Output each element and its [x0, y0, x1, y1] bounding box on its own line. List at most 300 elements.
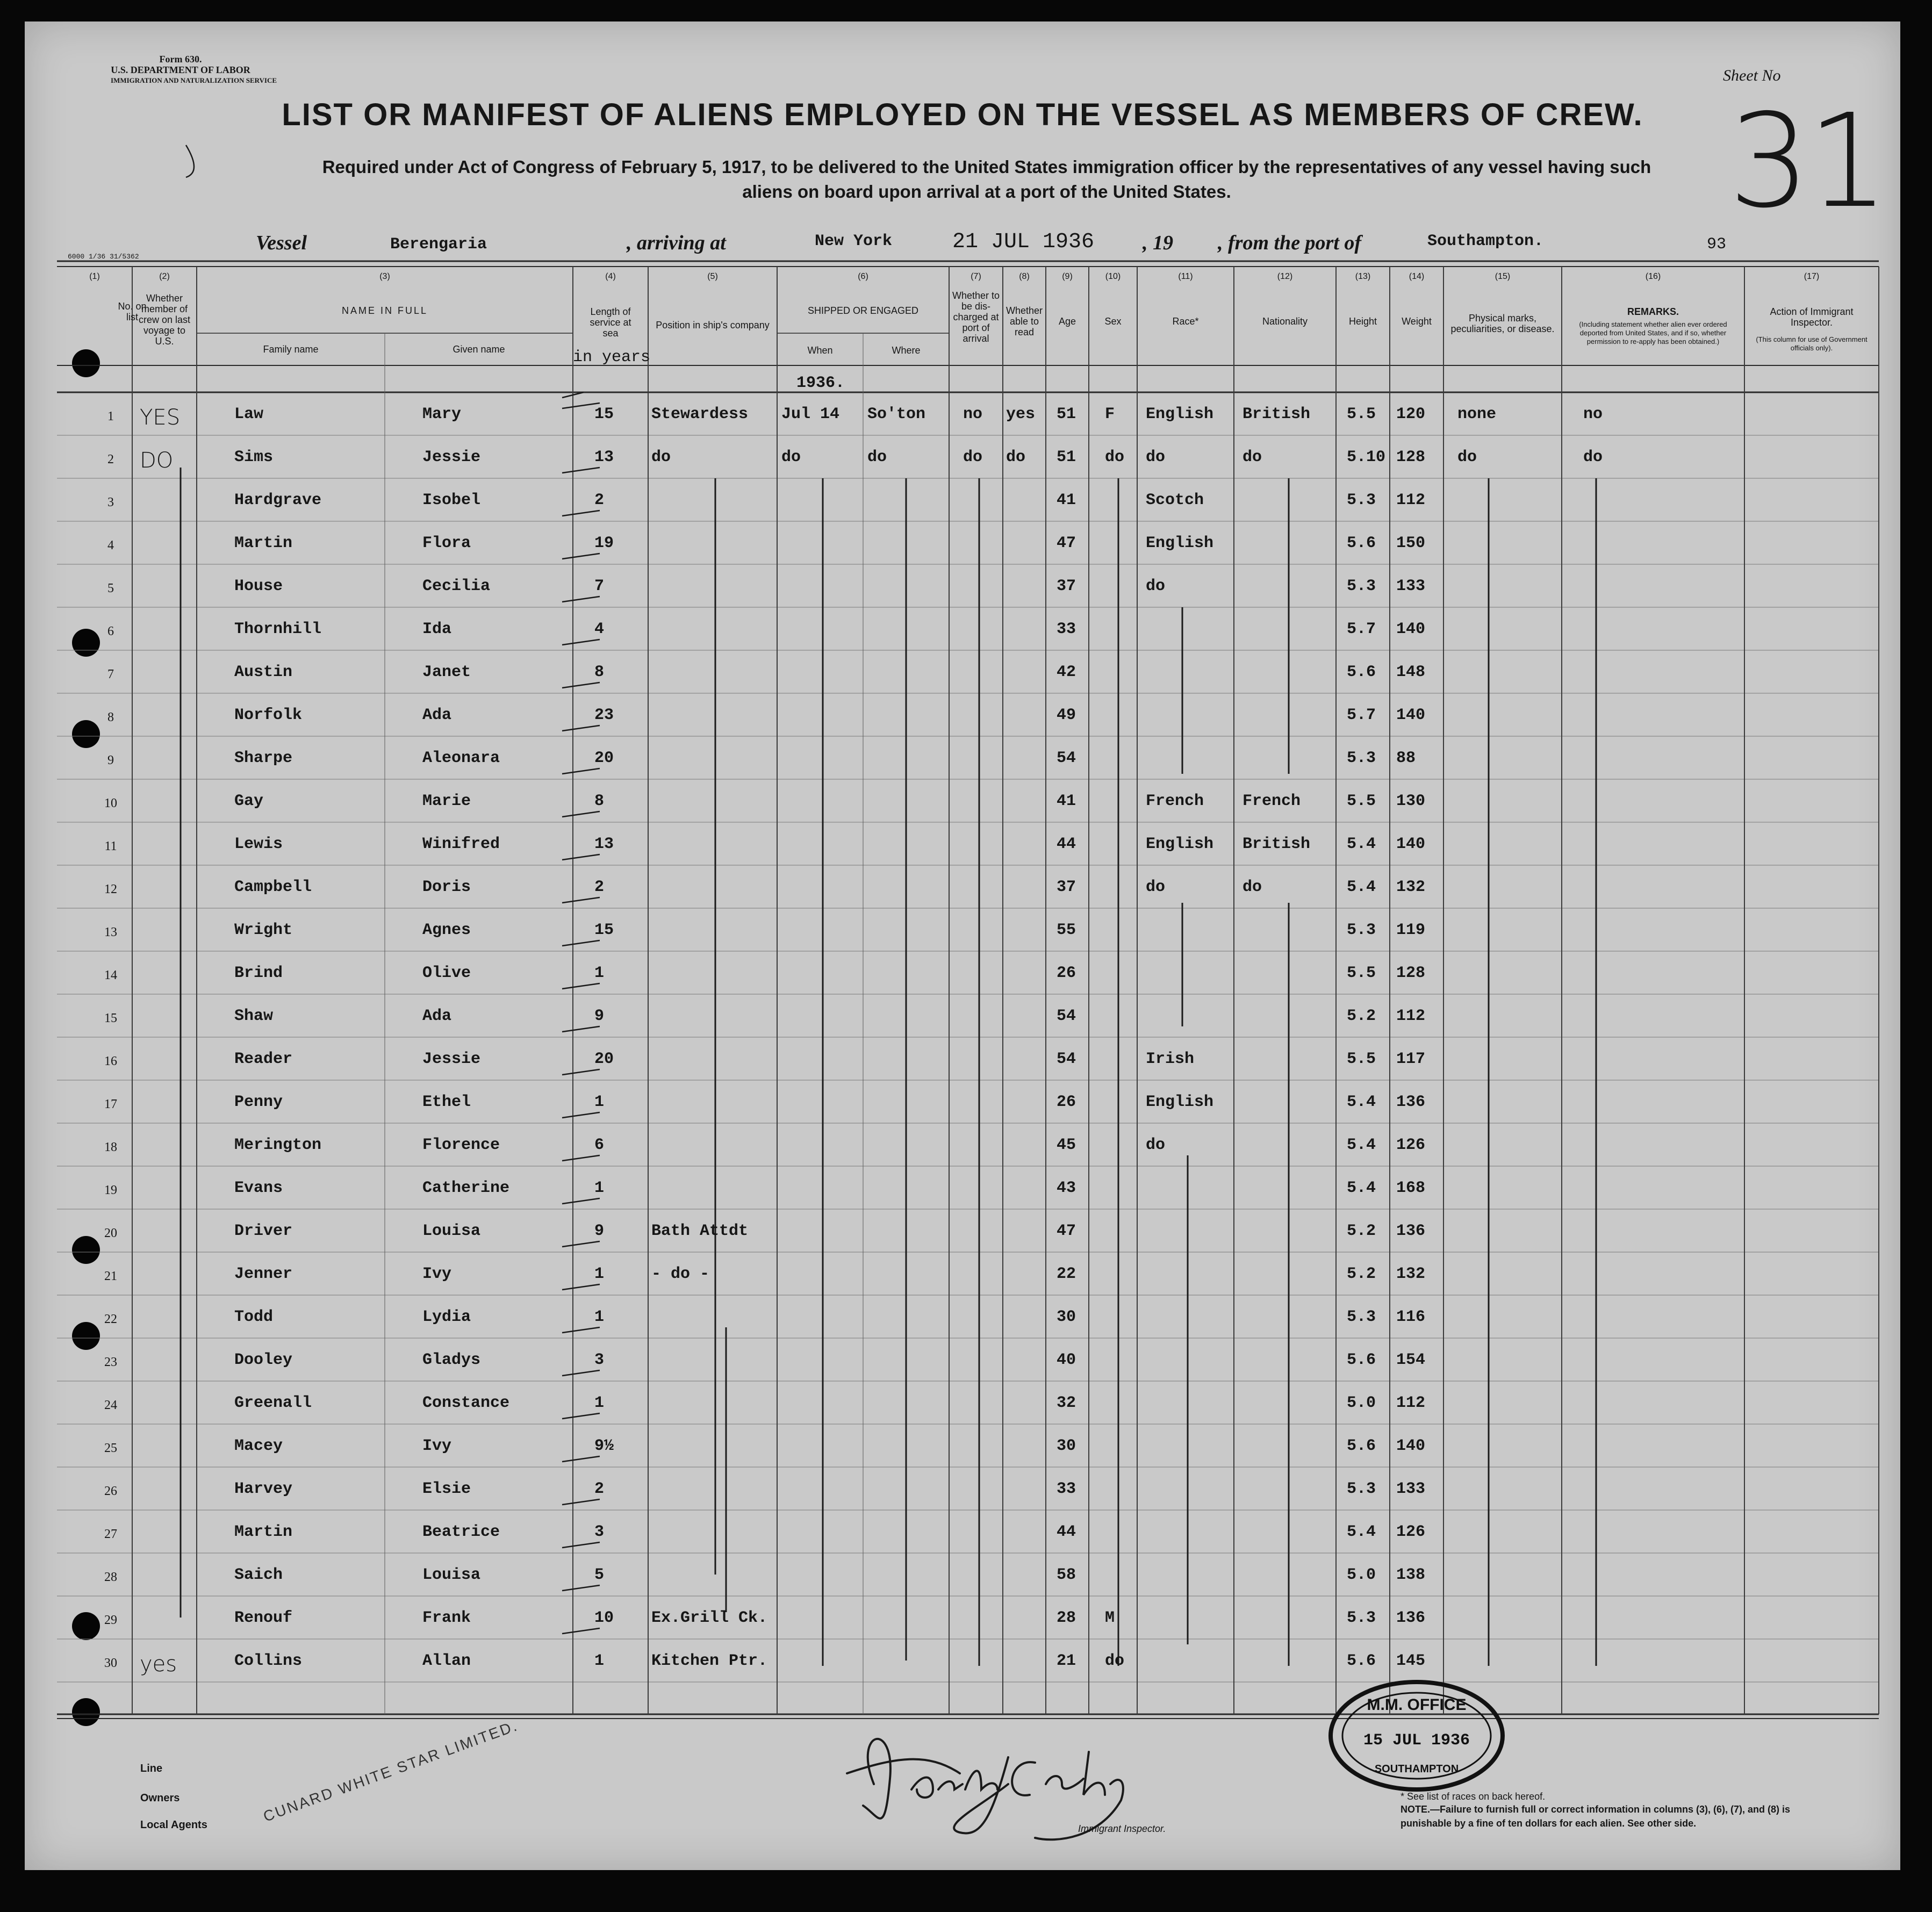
- age: 54: [1057, 1050, 1076, 1068]
- service-years: 15: [594, 921, 614, 939]
- race: English: [1146, 1093, 1214, 1111]
- row-number: 4: [107, 538, 114, 552]
- family-name: Norfolk: [234, 706, 303, 724]
- given-name: Lydia: [422, 1308, 471, 1326]
- given-name: Mary: [422, 405, 462, 423]
- given-name: Florence: [422, 1136, 500, 1154]
- height: 5.6: [1347, 663, 1376, 681]
- office-stamp-top: M.M. OFFICE: [1367, 1696, 1467, 1714]
- previous-voyage-value: YES: [140, 405, 181, 430]
- service-years: 9: [594, 1007, 605, 1025]
- age: 44: [1057, 835, 1076, 853]
- service-years: 2: [594, 491, 605, 509]
- weight: 128: [1396, 448, 1426, 466]
- weight: 126: [1396, 1136, 1426, 1154]
- given-name: Louisa: [422, 1566, 481, 1584]
- given-name: Olive: [422, 964, 471, 982]
- form-number: Form 630.: [159, 54, 202, 64]
- col-num-14: (14): [1409, 272, 1425, 281]
- shipped-where: do: [867, 448, 887, 466]
- family-name: Campbell: [234, 878, 312, 896]
- header-previous-voyage: Whether member of crew on last voyage to U.S.: [138, 293, 191, 347]
- nationality: French: [1242, 792, 1301, 810]
- weight: 154: [1396, 1351, 1426, 1369]
- age: 44: [1057, 1523, 1076, 1541]
- height: 5.7: [1347, 706, 1376, 724]
- service-years: 8: [594, 792, 605, 810]
- header-length-of-service: Length of service at sea: [590, 306, 631, 339]
- weight: 130: [1396, 792, 1426, 810]
- sex: do: [1105, 1652, 1125, 1670]
- age: 42: [1057, 663, 1076, 681]
- weight: 116: [1396, 1308, 1426, 1326]
- office-stamp-bottom: SOUTHAMPTON: [1374, 1763, 1459, 1775]
- service-years: 1: [594, 1308, 605, 1326]
- header-discharged: Whether to be dis-charged at port of arrival: [952, 290, 1000, 344]
- family-name: Austin: [234, 663, 293, 681]
- col-num-10: (10): [1105, 272, 1121, 281]
- header-sex: Sex: [1104, 316, 1122, 327]
- height: 5.3: [1347, 1609, 1376, 1627]
- family-name: Saich: [234, 1566, 283, 1584]
- height: 5.4: [1347, 835, 1376, 853]
- voyage-code: 93: [1707, 235, 1727, 254]
- weight: 136: [1396, 1093, 1426, 1111]
- row-number: 20: [104, 1226, 117, 1240]
- col-num-7: (7): [971, 272, 981, 281]
- shipped-year: 1936.: [796, 374, 845, 392]
- header-shipped-when: When: [807, 345, 833, 356]
- height: 5.3: [1347, 1308, 1376, 1326]
- age: 21: [1057, 1652, 1076, 1670]
- given-name: Jessie: [422, 1050, 481, 1068]
- family-name: Martin: [234, 534, 293, 552]
- height: 5.6: [1347, 534, 1376, 552]
- service-years: 1: [594, 1265, 605, 1283]
- sex: F: [1105, 405, 1115, 423]
- family-name: Collins: [234, 1652, 303, 1670]
- col-num-6: (6): [858, 272, 868, 281]
- given-name: Flora: [422, 534, 471, 552]
- shipped-when: Jul 14: [781, 405, 840, 423]
- age: 51: [1057, 405, 1076, 423]
- shipped-when: do: [781, 448, 801, 466]
- family-name: Macey: [234, 1437, 283, 1455]
- age: 30: [1057, 1308, 1076, 1326]
- arrival-port: New York: [815, 232, 893, 250]
- age: 54: [1057, 749, 1076, 767]
- service-years: 1: [594, 1652, 605, 1670]
- row-number: 29: [104, 1613, 117, 1627]
- height: 5.7: [1347, 620, 1376, 638]
- family-name: Greenall: [234, 1394, 312, 1412]
- weight: 140: [1396, 835, 1426, 853]
- col-num-5: (5): [707, 272, 718, 281]
- nationality: British: [1242, 405, 1311, 423]
- family-name: Dooley: [234, 1351, 293, 1369]
- row-number: 9: [107, 753, 114, 767]
- row-number: 21: [104, 1269, 117, 1283]
- given-name: Ethel: [422, 1093, 471, 1111]
- age: 54: [1057, 1007, 1076, 1025]
- family-name: Lewis: [234, 835, 283, 853]
- weight: 132: [1396, 878, 1426, 896]
- service-years: 10: [594, 1609, 614, 1627]
- height: 5.4: [1347, 1523, 1376, 1541]
- service-years: 9½: [594, 1437, 614, 1455]
- height: 5.10: [1347, 448, 1386, 466]
- row-number: 27: [104, 1527, 117, 1541]
- height: 5.5: [1347, 1050, 1376, 1068]
- family-name: House: [234, 577, 283, 595]
- row-number: 12: [104, 882, 117, 896]
- race: Irish: [1146, 1050, 1195, 1068]
- height: 5.5: [1347, 792, 1376, 810]
- weight: 136: [1396, 1222, 1426, 1240]
- shipped-where: So'ton: [867, 405, 926, 423]
- service-years: 15: [594, 405, 614, 423]
- service-years: 20: [594, 1050, 614, 1068]
- nationality: do: [1242, 448, 1262, 466]
- header-no-on-list: No. on list: [118, 301, 147, 322]
- height: 5.6: [1347, 1351, 1376, 1369]
- given-name: Catherine: [422, 1179, 510, 1197]
- weight: 140: [1396, 1437, 1426, 1455]
- given-name: Elsie: [422, 1480, 471, 1498]
- service-years: 23: [594, 706, 614, 724]
- local-agents-label: Local Agents: [140, 1819, 207, 1831]
- col-num-1: (1): [89, 272, 100, 281]
- row-number: 26: [104, 1484, 117, 1498]
- header-nationality: Nationality: [1262, 316, 1308, 327]
- given-name: Janet: [422, 663, 471, 681]
- family-name: Sims: [234, 448, 274, 466]
- height: 5.5: [1347, 405, 1376, 423]
- given-name: Winifred: [422, 835, 500, 853]
- age: 41: [1057, 491, 1076, 509]
- weight: 120: [1396, 405, 1426, 423]
- weight: 128: [1396, 964, 1426, 982]
- age: 33: [1057, 1480, 1076, 1498]
- col-num-11: (11): [1178, 272, 1193, 281]
- given-name: Allan: [422, 1652, 471, 1670]
- sheet-number: 31: [1728, 86, 1886, 236]
- row-number: 10: [104, 796, 117, 810]
- row-number: 25: [104, 1441, 117, 1455]
- service-years: 19: [594, 534, 614, 552]
- given-name: Beatrice: [422, 1523, 500, 1541]
- family-name: Gay: [234, 792, 264, 810]
- height: 5.4: [1347, 1093, 1376, 1111]
- position: - do -: [651, 1265, 710, 1283]
- service-years: 3: [594, 1351, 605, 1369]
- service-years: 3: [594, 1523, 605, 1541]
- row-number: 16: [104, 1054, 117, 1068]
- penalty-note: NOTE.—Failure to furnish full or correct information in columns (3), (6), (7), and (8) is punishable by a fine of ten dollars for each alien. See other side.: [1400, 1804, 1791, 1829]
- col-num-9: (9): [1062, 272, 1073, 281]
- departure-port: Southampton.: [1427, 232, 1544, 250]
- header-remarks: REMARKS.: [1627, 306, 1679, 317]
- family-name: Evans: [234, 1179, 283, 1197]
- weight: 112: [1396, 491, 1426, 509]
- previous-voyage-value: yes: [140, 1652, 177, 1677]
- inspector-label: Immigrant Inspector.: [1078, 1823, 1166, 1834]
- given-name: Jessie: [422, 448, 481, 466]
- family-name: Driver: [234, 1222, 293, 1240]
- age: 43: [1057, 1179, 1076, 1197]
- header-age: Age: [1058, 316, 1076, 327]
- race-footnote: * See list of races on back hereof.: [1400, 1791, 1546, 1802]
- service-years: 1: [594, 1394, 605, 1412]
- height: 5.3: [1347, 921, 1376, 939]
- weight: 138: [1396, 1566, 1426, 1584]
- family-name: Renouf: [234, 1609, 293, 1627]
- header-family-name: Family name: [263, 344, 319, 355]
- vessel-label: Vessel: [256, 232, 307, 254]
- given-name: Constance: [422, 1394, 510, 1412]
- position: Bath Attdt: [651, 1222, 749, 1240]
- height: 5.3: [1347, 577, 1376, 595]
- row-number: 3: [107, 495, 114, 509]
- weight: 145: [1396, 1652, 1426, 1670]
- given-name: Isobel: [422, 491, 481, 509]
- weight: 150: [1396, 534, 1426, 552]
- family-name: Reader: [234, 1050, 293, 1068]
- nationality: British: [1242, 835, 1311, 853]
- service-years: 13: [594, 448, 614, 466]
- given-name: Agnes: [422, 921, 471, 939]
- height: 5.0: [1347, 1394, 1376, 1412]
- height: 5.3: [1347, 1480, 1376, 1498]
- nationality: do: [1242, 878, 1262, 896]
- office-stamp-date: 15 JUL 1936: [1363, 1731, 1470, 1750]
- header-shipped-where: Where: [892, 345, 921, 356]
- family-name: Brind: [234, 964, 283, 982]
- arrival-date-stamp: 21 JUL 1936: [952, 230, 1095, 254]
- height: 5.6: [1347, 1437, 1376, 1455]
- col-num-13: (13): [1355, 272, 1371, 281]
- given-name: Ada: [422, 1007, 452, 1025]
- header-name-in-full: NAME IN FULL: [341, 305, 428, 316]
- service-years: 6: [594, 1136, 605, 1154]
- service-name: IMMIGRATION AND NATURALIZATION SERVICE: [111, 76, 277, 84]
- col-num-8: (8): [1019, 272, 1030, 281]
- weight: 133: [1396, 1480, 1426, 1498]
- row-number: 23: [104, 1355, 117, 1369]
- given-name: Ivy: [422, 1437, 452, 1455]
- family-name: Thornhill: [234, 620, 322, 638]
- owners-label: Owners: [140, 1792, 180, 1804]
- header-inspector-note: (This column for use of Government officials only).: [1756, 335, 1868, 352]
- service-unit: in years: [573, 348, 651, 366]
- header-shipped-engaged: SHIPPED OR ENGAGED: [807, 305, 919, 316]
- age: 22: [1057, 1265, 1076, 1283]
- family-name: Sharpe: [234, 749, 293, 767]
- age: 33: [1057, 620, 1076, 638]
- header-race: Race*: [1172, 316, 1199, 327]
- service-years: 2: [594, 878, 605, 896]
- service-years: 1: [594, 964, 605, 982]
- race: do: [1146, 448, 1166, 466]
- given-name: Marie: [422, 792, 471, 810]
- service-years: 7: [594, 577, 605, 595]
- age: 58: [1057, 1566, 1076, 1584]
- able-to-read-value: yes: [1006, 405, 1036, 423]
- height: 5.2: [1347, 1222, 1376, 1240]
- weight: 112: [1396, 1007, 1426, 1025]
- header-able-to-read: Whether able to read: [1005, 305, 1043, 337]
- row-number: 28: [104, 1570, 117, 1584]
- col-num-12: (12): [1277, 272, 1293, 281]
- age: 26: [1057, 964, 1076, 982]
- col-num-17: (17): [1804, 272, 1820, 281]
- row-number: 6: [107, 624, 114, 638]
- office-stamp: [1325, 1677, 1508, 1795]
- col-num-2: (2): [159, 272, 170, 281]
- header-given-name: Given name: [453, 344, 505, 355]
- sheet-number-label: Sheet No: [1723, 67, 1781, 84]
- given-name: Cecilia: [422, 577, 491, 595]
- weight: 140: [1396, 706, 1426, 724]
- service-years: 8: [594, 663, 605, 681]
- weight: 136: [1396, 1609, 1426, 1627]
- col-num-15: (15): [1495, 272, 1511, 281]
- height: 5.3: [1347, 749, 1376, 767]
- sex: M: [1105, 1609, 1115, 1627]
- line-label: Line: [140, 1763, 163, 1774]
- row-number: 7: [107, 667, 114, 681]
- able-to-read-value: do: [1006, 448, 1026, 466]
- given-name: Doris: [422, 878, 471, 896]
- position: do: [651, 448, 671, 466]
- race: do: [1146, 577, 1166, 595]
- given-name: Aleonara: [422, 749, 500, 767]
- row-number: 22: [104, 1312, 117, 1326]
- service-years: 1: [594, 1179, 605, 1197]
- position: Stewardess: [651, 405, 749, 423]
- family-name: Todd: [234, 1308, 274, 1326]
- height: 5.4: [1347, 1136, 1376, 1154]
- race: Scotch: [1146, 491, 1204, 509]
- age: 32: [1057, 1394, 1076, 1412]
- row-number: 17: [104, 1097, 117, 1111]
- family-name: Hardgrave: [234, 491, 322, 509]
- race: French: [1146, 792, 1204, 810]
- weight: 119: [1396, 921, 1426, 939]
- subtitle-line-1: Required under Act of Congress of February 5, 1917, to be delivered to the United States immigration officer by the representatives of any vessel having such: [322, 157, 1651, 177]
- row-number: 2: [107, 452, 114, 466]
- year-label: , 19: [1143, 232, 1173, 254]
- header-position: Position in ship's company: [656, 320, 770, 330]
- age: 55: [1057, 921, 1076, 939]
- race: English: [1146, 405, 1214, 423]
- print-code: 6000 1/36 31/5362: [68, 253, 139, 261]
- header-height: Height: [1348, 316, 1377, 327]
- race: English: [1146, 835, 1214, 853]
- family-name: Law: [234, 405, 264, 423]
- race: English: [1146, 534, 1214, 552]
- vessel-name: Berengaria: [390, 235, 487, 254]
- position: Kitchen Ptr.: [651, 1652, 768, 1670]
- age: 41: [1057, 792, 1076, 810]
- height: 5.3: [1347, 491, 1376, 509]
- arriving-label: , arriving at: [627, 232, 726, 254]
- remarks: no: [1583, 405, 1603, 423]
- age: 47: [1057, 1222, 1076, 1240]
- height: 5.2: [1347, 1265, 1376, 1283]
- service-years: 5: [594, 1566, 605, 1584]
- weight: 126: [1396, 1523, 1426, 1541]
- previous-voyage-value: DO: [140, 448, 174, 473]
- col-num-16: (16): [1645, 272, 1661, 281]
- row-number: 24: [104, 1398, 117, 1412]
- weight: 133: [1396, 577, 1426, 595]
- service-years: 1: [594, 1093, 605, 1111]
- row-number: 30: [104, 1656, 117, 1670]
- service-years: 13: [594, 835, 614, 853]
- weight: 132: [1396, 1265, 1426, 1283]
- age: 26: [1057, 1093, 1076, 1111]
- age: 30: [1057, 1437, 1076, 1455]
- subtitle-line-2: aliens on board upon arrival at a port of the United States.: [742, 182, 1231, 202]
- row-number: 1: [107, 409, 114, 423]
- given-name: Frank: [422, 1609, 471, 1627]
- weight: 140: [1396, 620, 1426, 638]
- family-name: Harvey: [234, 1480, 293, 1498]
- header-inspector-action: Action of Immigrant Inspector.: [1770, 306, 1854, 328]
- given-name: Gladys: [422, 1351, 481, 1369]
- age: 49: [1057, 706, 1076, 724]
- height: 5.2: [1347, 1007, 1376, 1025]
- family-name: Merington: [234, 1136, 322, 1154]
- service-years: 9: [594, 1222, 605, 1240]
- race: do: [1146, 1136, 1166, 1154]
- from-port-label: , from the port of: [1218, 232, 1362, 254]
- age: 28: [1057, 1609, 1076, 1627]
- family-name: Shaw: [234, 1007, 274, 1025]
- given-name: Ida: [422, 620, 452, 638]
- given-name: Ivy: [422, 1265, 452, 1283]
- physical-marks: do: [1457, 448, 1477, 466]
- age: 37: [1057, 577, 1076, 595]
- header-physical-marks: Physical marks, peculiarities, or disease.: [1450, 313, 1555, 334]
- height: 5.5: [1347, 964, 1376, 982]
- height: 5.6: [1347, 1652, 1376, 1670]
- sex: do: [1105, 448, 1125, 466]
- inspector-signature: [831, 1709, 1239, 1849]
- header-weight: Weight: [1402, 316, 1432, 327]
- col-num-3: (3): [379, 272, 390, 281]
- service-years: 20: [594, 749, 614, 767]
- row-number: 14: [104, 968, 117, 982]
- family-name: Jenner: [234, 1265, 293, 1283]
- service-years: 4: [594, 620, 605, 638]
- age: 47: [1057, 534, 1076, 552]
- weight: 168: [1396, 1179, 1426, 1197]
- weight: 88: [1396, 749, 1416, 767]
- manifest-sheet: [25, 21, 1900, 1870]
- family-name: Wright: [234, 921, 293, 939]
- company-stamp: CUNARD WHITE STAR LIMITED.: [261, 1717, 521, 1825]
- age: 40: [1057, 1351, 1076, 1369]
- given-name: Ada: [422, 706, 452, 724]
- department-name: U.S. DEPARTMENT OF LABOR: [111, 64, 250, 75]
- row-number: 11: [104, 839, 117, 853]
- height: 5.4: [1347, 1179, 1376, 1197]
- weight: 117: [1396, 1050, 1426, 1068]
- row-number: 19: [104, 1183, 117, 1197]
- service-years: 2: [594, 1480, 605, 1498]
